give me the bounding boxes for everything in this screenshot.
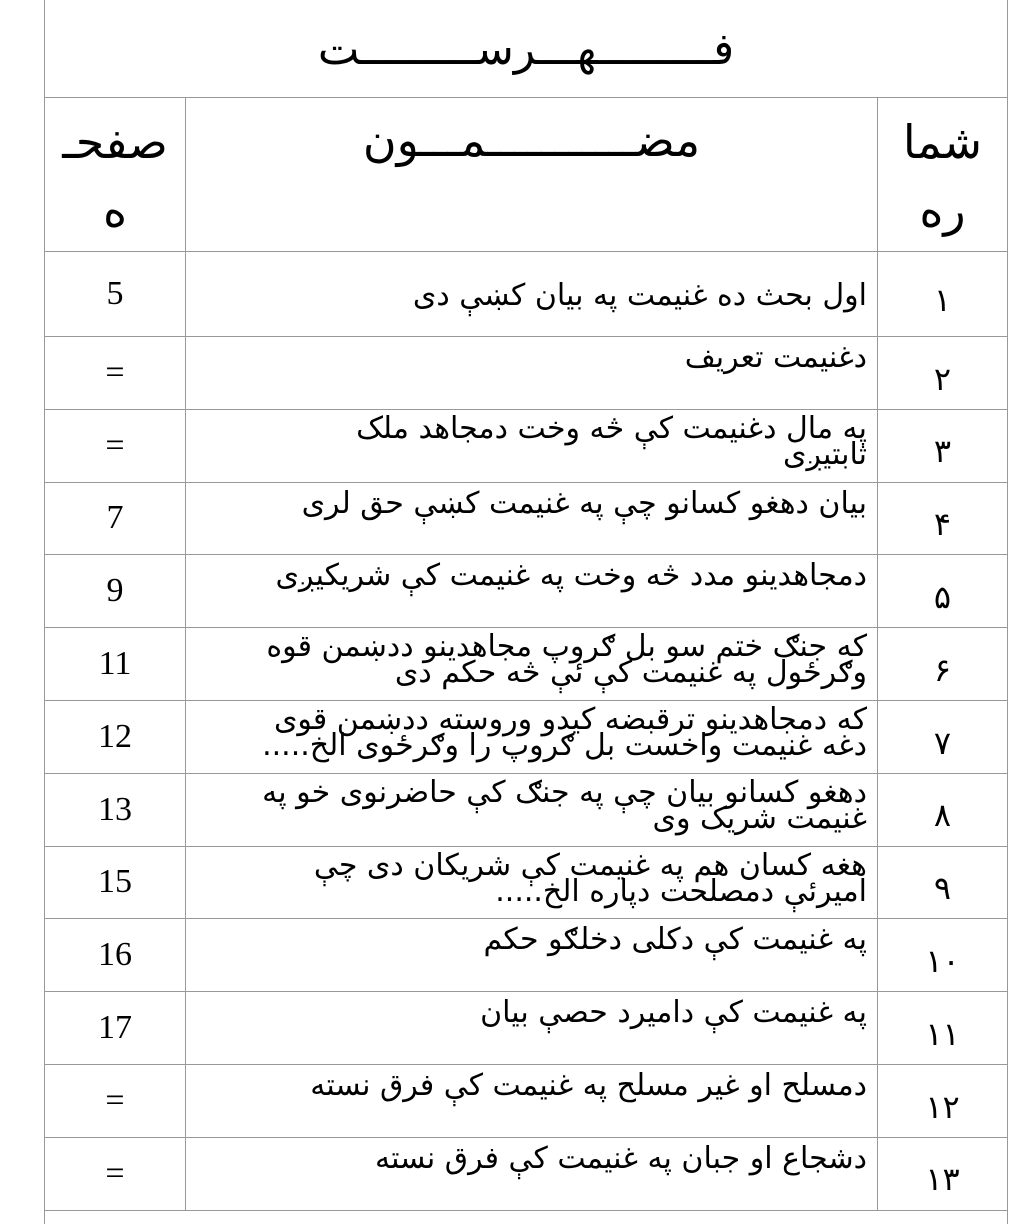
- row-number: ١: [933, 281, 952, 320]
- row-number: ۵: [933, 578, 952, 617]
- row-page-number: 16: [98, 936, 132, 974]
- row-subject-cell: [186, 251, 877, 336]
- row-number-cell: [877, 847, 1007, 919]
- row-number: ٣: [933, 432, 952, 471]
- row-page-number: =: [105, 1081, 125, 1119]
- row-page-number: 13: [98, 790, 132, 828]
- row-page-cell: [45, 410, 186, 482]
- row-subject-cell: [186, 701, 877, 773]
- row-number-cell: [877, 1065, 1007, 1137]
- row-page-number: 17: [98, 1009, 132, 1047]
- row-page-cell: [45, 1138, 186, 1210]
- row-page-number: 5: [106, 274, 124, 312]
- row-number-cell: [877, 251, 1007, 336]
- header-row: [45, 97, 1007, 252]
- header-page-line2: ه: [102, 183, 128, 237]
- row-number-cell: [877, 337, 1007, 409]
- row-number-cell: [877, 1138, 1007, 1210]
- row-subject-cell: [186, 628, 877, 700]
- table-row: [45, 251, 1007, 337]
- row-subject-line: دشجاع او جبان په غنیمت کې فرق نسته: [375, 1140, 867, 1176]
- table-row: [45, 555, 1007, 628]
- row-subject-line: اول بحث ده غنیمت په بیان کښې دی: [412, 278, 867, 313]
- row-page-cell: [45, 251, 186, 336]
- row-subject-line: دغنیمت تعریف: [684, 340, 867, 375]
- row-page-cell: [45, 628, 186, 700]
- row-page-cell: [45, 919, 186, 991]
- page-title: فـــــــــهـــرســـــــــت: [317, 24, 735, 75]
- header-number-line1: شما: [902, 115, 983, 169]
- row-page-number: 15: [98, 863, 132, 901]
- row-subject-line: هغه کسان هم په غنیمت کې شریکان دی چې: [313, 847, 867, 883]
- row-number-cell: [877, 919, 1007, 991]
- row-subject-cell: [186, 919, 877, 991]
- header-page-line1: صفحـ: [62, 115, 168, 169]
- row-page-cell: [45, 555, 186, 627]
- row-number: ٧: [933, 723, 952, 762]
- row-number: ۶: [933, 650, 952, 689]
- table-body: [45, 251, 1007, 1224]
- table-row: [45, 483, 1007, 556]
- row-subject-line: په مال دغنیمت کې څه وخت دمجاهد ملک: [356, 410, 867, 446]
- row-number: ١١: [925, 1014, 960, 1053]
- header-subject: مضـــــــــــمـــون: [362, 113, 701, 167]
- row-subject-line: بیان دهغو کسانو چې په غنیمت کښې حق لری: [301, 485, 867, 521]
- row-page-cell: [45, 774, 186, 846]
- row-number-cell: [877, 774, 1007, 846]
- row-number: ٨: [933, 796, 952, 835]
- row-number: ٩: [933, 869, 952, 908]
- row-page-cell: [45, 1065, 186, 1137]
- row-page-cell: [45, 847, 186, 919]
- row-number: ۴: [933, 505, 952, 544]
- header-page: [45, 97, 186, 251]
- row-page-number: =: [105, 426, 125, 464]
- table-row: [45, 847, 1007, 920]
- row-subject-line: په غنیمت کې دامیرد حصې بیان: [480, 995, 867, 1031]
- row-page-number: 7: [106, 499, 124, 537]
- table-row: [45, 701, 1007, 774]
- row-subject-line: وګرځول په غنیمت کې ئې څه حکم دی: [394, 655, 867, 691]
- row-number: ٢: [933, 359, 952, 398]
- row-subject-cell: [186, 847, 877, 919]
- row-number-cell: [877, 628, 1007, 700]
- row-subject-line: دهغو کسانو بیان چې په جنګ کې حاضرنوی خو په: [262, 774, 867, 810]
- row-number: ١٠: [925, 942, 960, 981]
- table-row: [45, 1065, 1007, 1138]
- row-subject-line: ثابتیږی: [783, 436, 867, 472]
- row-number-cell: [877, 701, 1007, 773]
- row-subject-line: دمسلح او غیر مسلح په غنیمت کې فرق نسته: [310, 1067, 867, 1103]
- row-number-cell: [877, 992, 1007, 1064]
- row-page-cell: [45, 701, 186, 773]
- row-subject-line: که جنګ ختم سو بل ګروپ مجاهدینو ددښمن قوه: [266, 629, 867, 665]
- row-subject-cell: [186, 410, 877, 482]
- row-page-number: =: [105, 353, 125, 391]
- row-page-number: =: [105, 1154, 125, 1192]
- table-row: [45, 410, 1007, 483]
- row-subject-line: په غنیمت کې دکلی دخلګو حکم: [483, 922, 867, 958]
- table-row: [45, 628, 1007, 701]
- row-number: ١٣: [925, 1160, 960, 1199]
- row-subject-cell: [186, 483, 877, 555]
- row-subject-cell: [186, 774, 877, 846]
- row-subject-line: دمجاهدینو مدد څه وخت په غنیمت کې شریکیږی: [275, 558, 867, 594]
- row-subject-cell: [186, 992, 877, 1064]
- row-number-cell: [877, 483, 1007, 555]
- row-page-cell: [45, 483, 186, 555]
- row-subject-cell: [186, 555, 877, 627]
- title-row: [45, 0, 1007, 98]
- row-subject-cell: [186, 337, 877, 409]
- row-number: ١٢: [925, 1087, 960, 1126]
- row-subject-line: غنیمت شریک وی: [652, 800, 867, 836]
- row-page-number: 11: [98, 645, 132, 683]
- row-subject-line: که دمجاهدینو ترقبضه کیدو وروسته ددښمن قوی: [273, 701, 867, 737]
- row-subject-line: دغه غنیمت واخست بل ګروپ را وګرځوی الخ.....: [262, 727, 867, 763]
- row-page-number: 9: [106, 572, 124, 610]
- header-subject-cell: [186, 97, 877, 251]
- table-row: [45, 337, 1007, 410]
- table-row: [45, 992, 1007, 1065]
- row-page-cell: [45, 992, 186, 1064]
- table-row: [45, 1138, 1007, 1211]
- table-row: [45, 774, 1007, 847]
- header-number-line2: ره: [919, 183, 966, 237]
- contents-table: [44, 0, 1008, 1224]
- header-number: [877, 97, 1007, 251]
- row-subject-cell: [186, 1138, 877, 1210]
- table-row: [45, 919, 1007, 992]
- row-number-cell: [877, 555, 1007, 627]
- row-page-cell: [45, 337, 186, 409]
- row-page-number: 12: [98, 717, 132, 755]
- row-subject-cell: [186, 1065, 877, 1137]
- row-subject-line: امیرئې دمصلحت دپاره الخ.....: [495, 873, 867, 909]
- row-number-cell: [877, 410, 1007, 482]
